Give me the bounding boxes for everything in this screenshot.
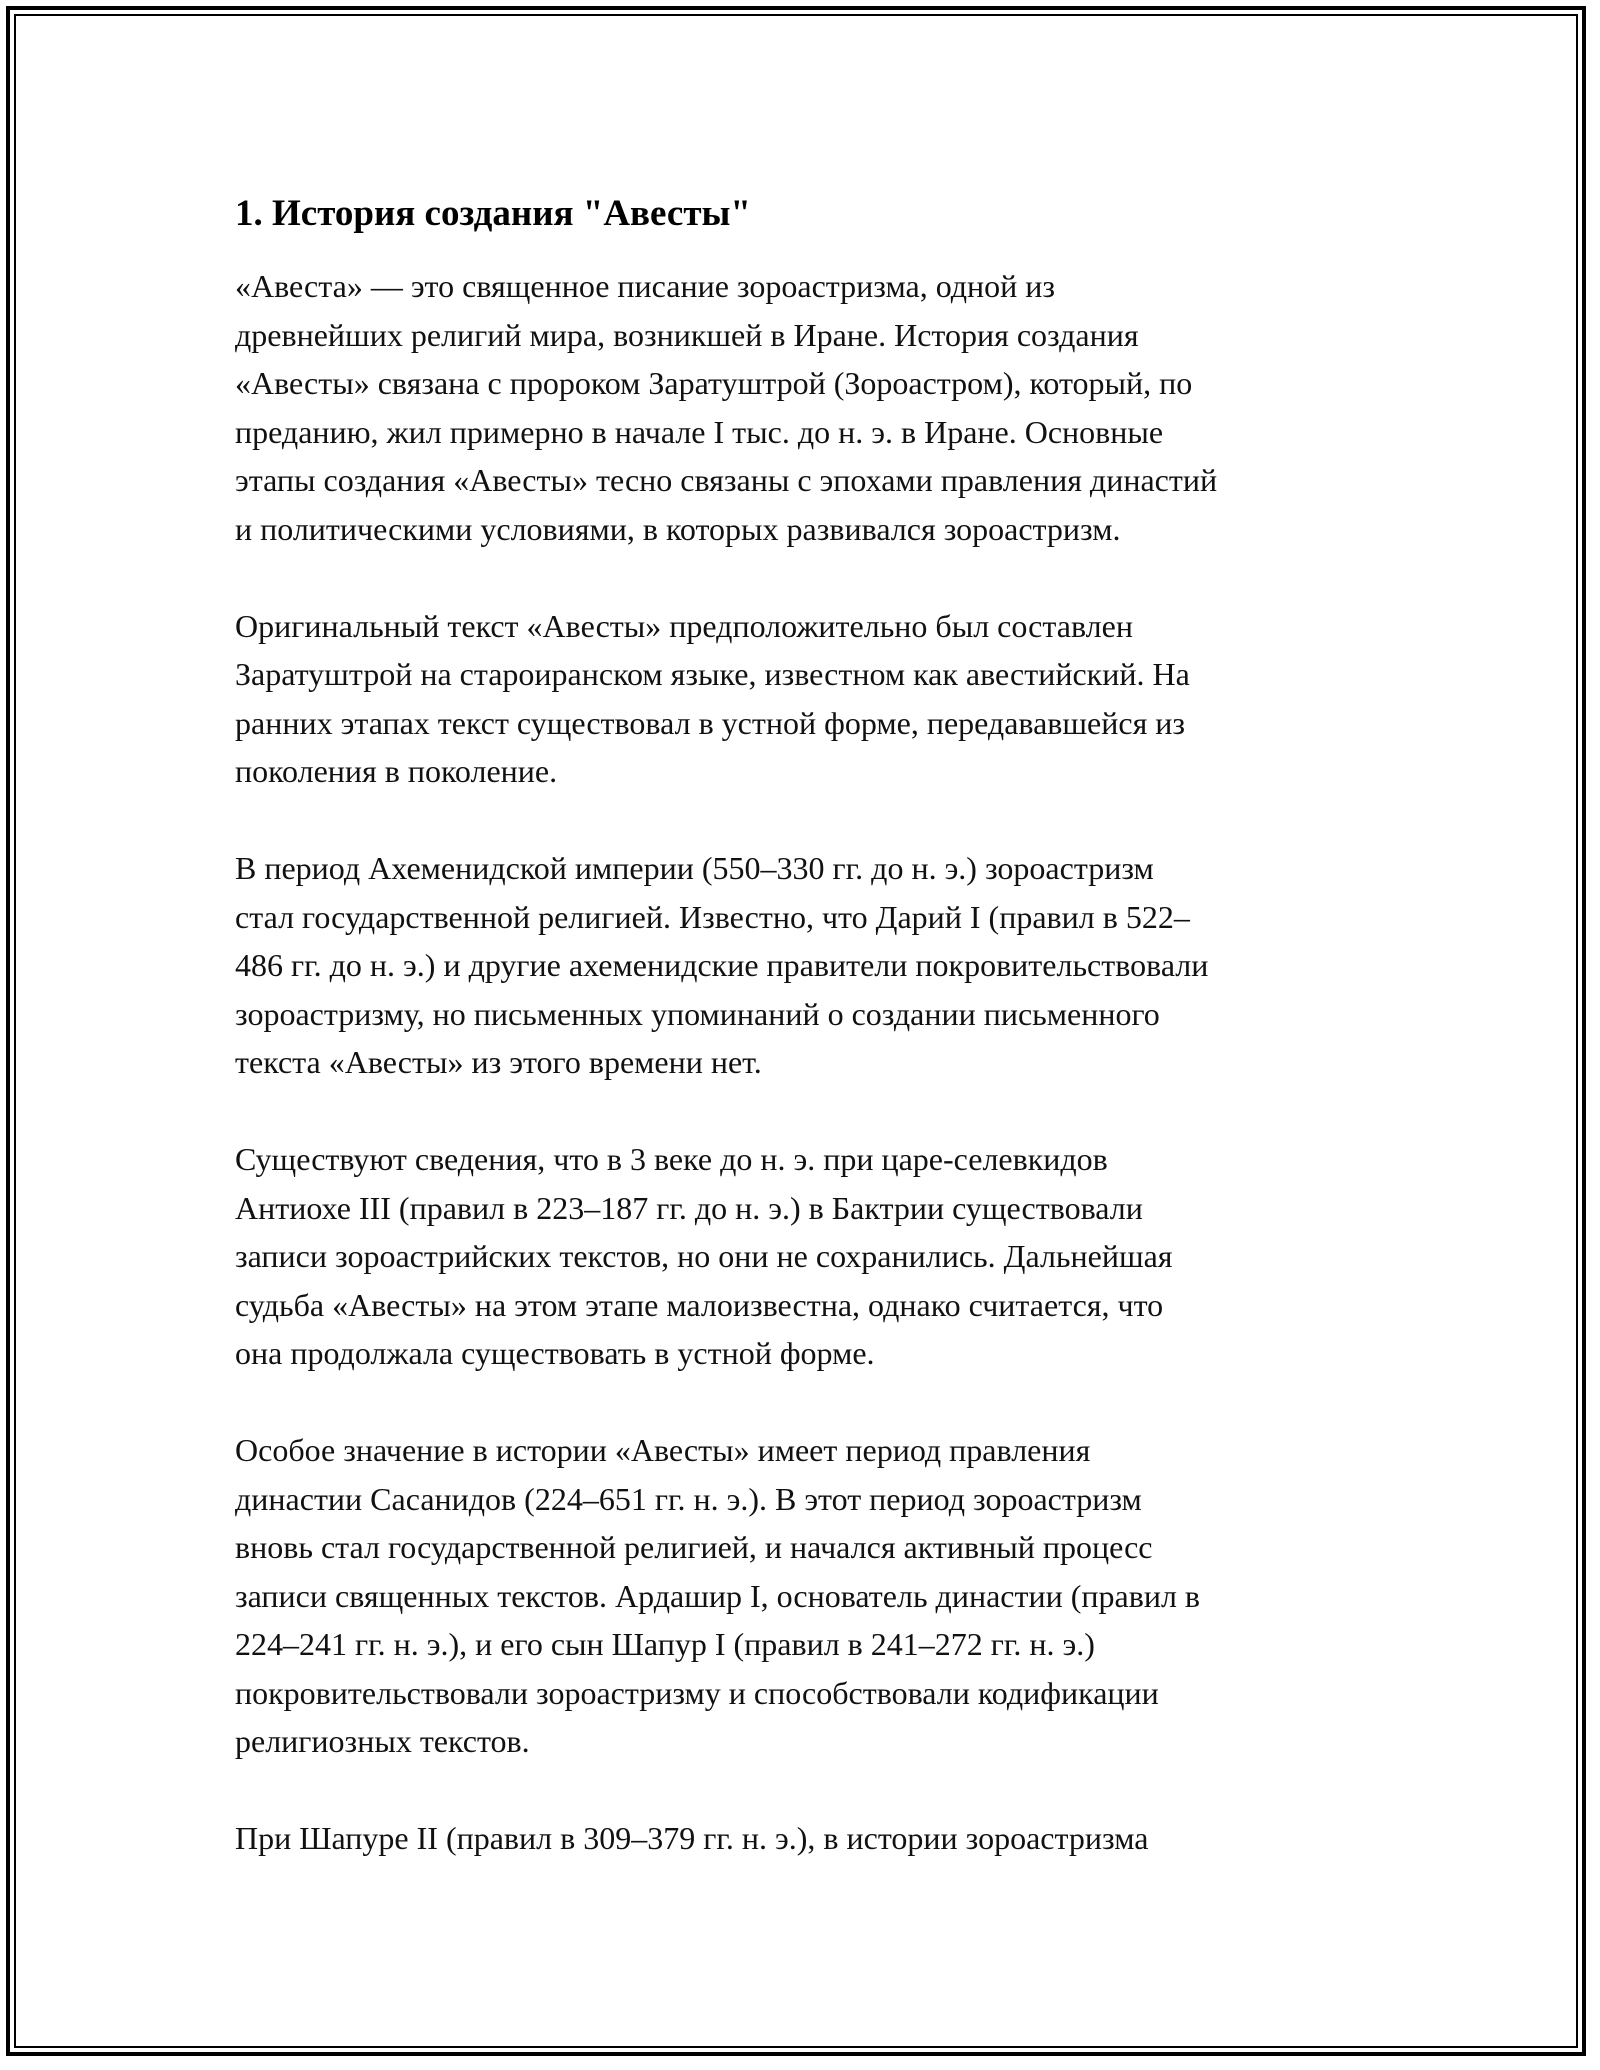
text-line: записи священных текстов. Ардашир I, основатель династии (правил в [235, 1577, 1201, 1614]
text-line: 486 гг. до н. э.) и другие ахеменидские правители покровительствовали [235, 947, 1209, 983]
paragraph-achaemenid [235, 844, 1365, 1087]
text-line: преданию, жил примерно в начале I тыс. до н. э. в Иране. Основные [235, 413, 1164, 450]
text-line: поколения в поколение. [235, 753, 558, 789]
text-line: этапы создания «Авесты» тесно связаны с эпохами правления династий [235, 462, 1218, 498]
text-line: Антиохе III (правил в 223–187 гг. до н. э.) в Бактрии существовали [235, 1189, 1143, 1226]
paragraph-intro [235, 262, 1365, 553]
text-line: стал государственной религией. Известно, что Дарий I (правил в 522– [235, 898, 1190, 935]
section-heading: 1. История создания "Авесты" [235, 193, 751, 234]
text-line: Особое значение в истории «Авесты» имеет период правления [235, 1432, 1091, 1468]
text-line: религиозных текстов. [235, 1723, 530, 1759]
text-line: 224–241 гг. н. э.), и его сын Шапур I (правил в 241–272 гг. н. э.) [235, 1626, 1095, 1662]
text-line: Существуют сведения, что в 3 веке до н. э. при царе-селевкидов [235, 1141, 1108, 1177]
text-line: При Шапуре II (правил в 309–379 гг. н. э.), в истории зороастризма [235, 1820, 1149, 1856]
text-line: и политическими условиями, в которых развивался зороастризм. [235, 510, 1121, 547]
text-line: «Авеста» — это священное писание зороастризма, одной из [235, 268, 1056, 304]
paragraph-sasanian [235, 1426, 1365, 1766]
text-line: записи зороастрийских текстов, но они не сохранились. Дальнейшая [235, 1238, 1173, 1274]
text-line: зороастризму, но письменных упоминаний о создании письменного [235, 995, 1160, 1032]
text-line: судьба «Авесты» на этом этапе малоизвестна, однако считается, что [235, 1286, 1164, 1323]
text-line: она продолжала существовать в устной форме. [235, 1335, 875, 1371]
text-line: «Авесты» связана с пророком Заратуштрой (Зороастром), который, по [235, 365, 1193, 401]
document-body [235, 190, 1365, 1911]
text-line: династии Сасанидов (224–651 гг. н. э.). В этот период зороастризм [235, 1480, 1142, 1517]
text-line: Заратуштрой на староиранском языке, известном как авестийский. На [235, 656, 1190, 692]
text-line: ранних этапах текст существовал в устной форме, передававшейся из [235, 704, 1186, 741]
text-line: древнейших религий мира, возникшей в Иране. История создания [235, 316, 1139, 353]
paragraph-seleucid [235, 1135, 1365, 1378]
paragraph-original-text [235, 602, 1365, 796]
text-line: В период Ахеменидской империи (550–330 гг. до н. э.) зороастризм [235, 850, 1154, 886]
text-line: вновь стал государственной религией, и начался активный процесс [235, 1529, 1153, 1565]
text-line: текста «Авесты» из этого времени нет. [235, 1044, 762, 1080]
text-line: Оригинальный текст «Авесты» предположительно был составлен [235, 607, 1133, 644]
text-line: покровительствовали зороастризму и способствовали кодификации [235, 1674, 1159, 1711]
paragraph-shapur-ii [235, 1814, 1365, 1863]
